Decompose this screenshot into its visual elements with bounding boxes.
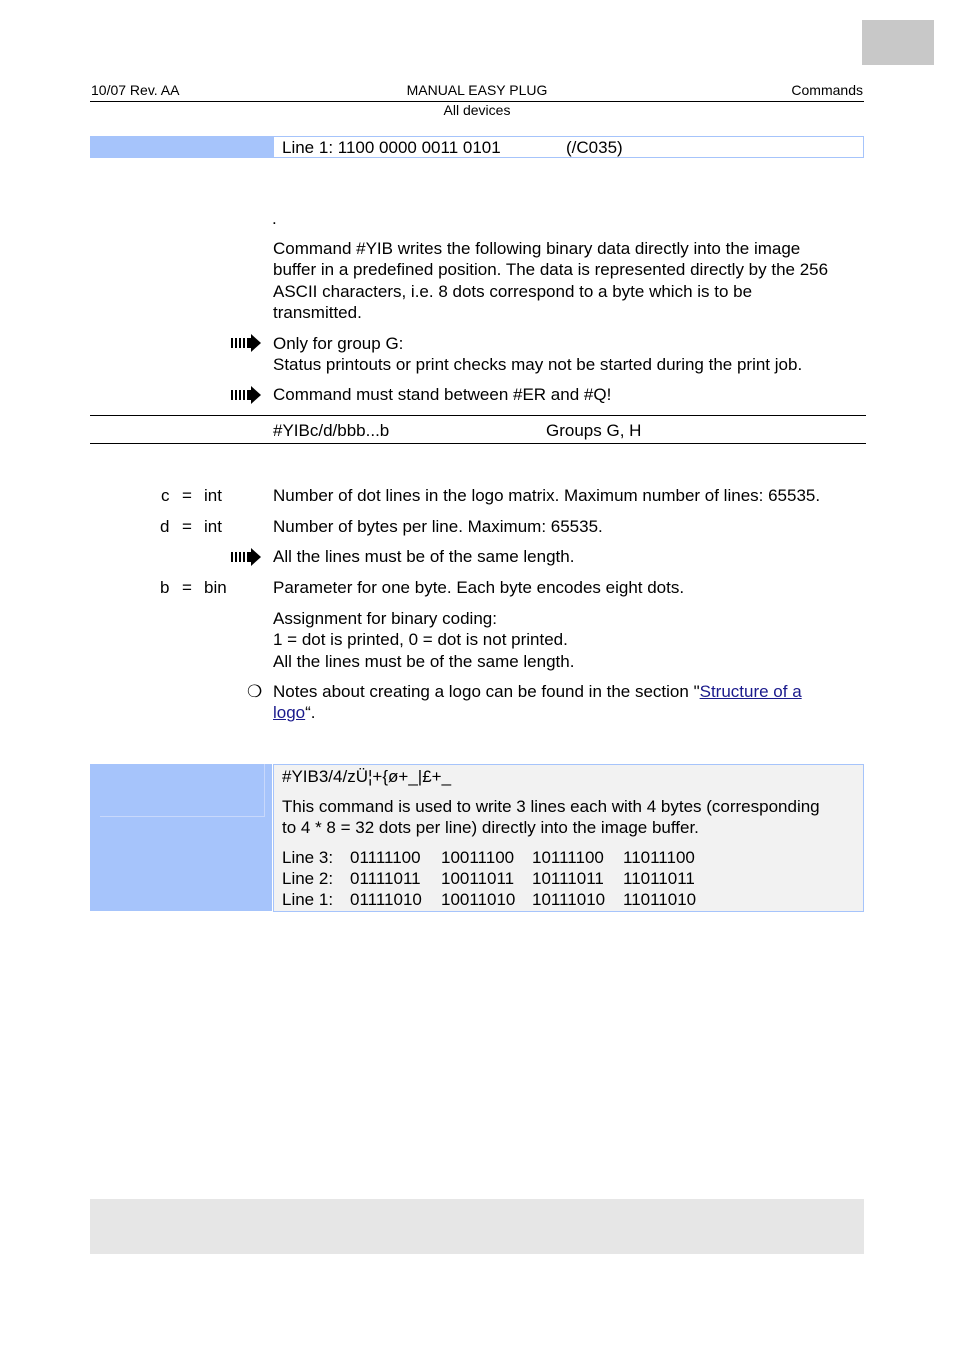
arrow-right-icon [231,386,261,404]
param-d-type: int [204,517,222,536]
param-c-desc: Number of dot lines in the logo matrix. Maximum number of lines: 65535. [273,486,821,505]
param-c-eq: = [182,486,192,505]
arrow-right-icon [231,548,261,566]
example-line-3: Line 3: 01111100 10011100 10111100 11011100 [282,848,695,867]
param-c-type: int [204,486,222,505]
structure-of-logo-link-cont[interactable]: logo [273,703,306,723]
continuation-code: (/C035) [566,138,623,157]
page-footer [90,1199,864,1254]
example-line-1: Line 1: 01111010 10011010 10111010 11011010 [282,890,697,909]
header-revision: 10/07 Rev. AA [91,82,180,98]
example-line-2: Line 2: 01111011 10011011 10111011 11011011 [282,869,695,888]
command-description: Command #YIB writes the following binary data directly into the image buffer in a predefined position. The data is represented directly by the 256 ASCII characters, i.e. 8 dots correspond to a byte which is to be transmitted. [273,239,829,322]
structure-of-logo-link[interactable]: Structure of a [699,682,802,701]
continuation-line-text: Line 1: 1100 0000 0011 0101 [282,138,501,157]
syntax-top-rule [90,415,866,416]
syntax-bottom-rule [90,443,866,444]
note-er-q: Command must stand between #ER and #Q! [273,385,612,404]
arrow-right-icon [231,334,261,352]
param-b-eq: = [182,578,192,597]
binary-assignment: Assignment for binary coding: 1 = dot is printed, 0 = dot is not printed. All the lines must be of the same length. [273,609,575,671]
param-d-note: All the lines must be of the same length. [273,547,575,566]
example-description: This command is used to write 3 lines each with 4 bytes (corresponding to 4 * 8 = 32 dots per line) directly into the image buffer. [282,797,820,838]
param-d-desc: Number of bytes per line. Maximum: 65535. [273,517,603,536]
param-b-name: b [160,578,170,597]
logo-structure-note: Notes about creating a logo can be found in the section "Structure of a logo“. [273,682,802,723]
param-c-name: c [161,486,170,505]
continuation-label-cell [90,136,273,158]
corner-tab [862,20,934,65]
param-d-eq: = [182,517,192,536]
header-section: Commands [791,82,863,98]
syntax-command: #YIBc/d/bbb...b [273,421,390,440]
syntax-groups: Groups G, H [546,421,642,440]
param-b-desc: Parameter for one byte. Each byte encodes eight dots. [273,578,685,597]
bullet-circle-icon: ❍ [247,682,263,701]
stray-dot: . [272,209,277,228]
continuation-end-cell [774,136,864,158]
param-d-name: d [160,517,170,536]
header-title: MANUAL EASY PLUG [406,82,548,98]
continuation-row [90,136,864,158]
note-group-g: Only for group G: Status printouts or print checks may not be started during the print job. [273,334,803,375]
example-label-inner [100,764,265,817]
header-subtitle: All devices [443,102,511,118]
example-command: #YIB3/4/zÜ¦+{ø+_|£+_ [282,767,452,786]
param-b-type: bin [204,578,227,597]
